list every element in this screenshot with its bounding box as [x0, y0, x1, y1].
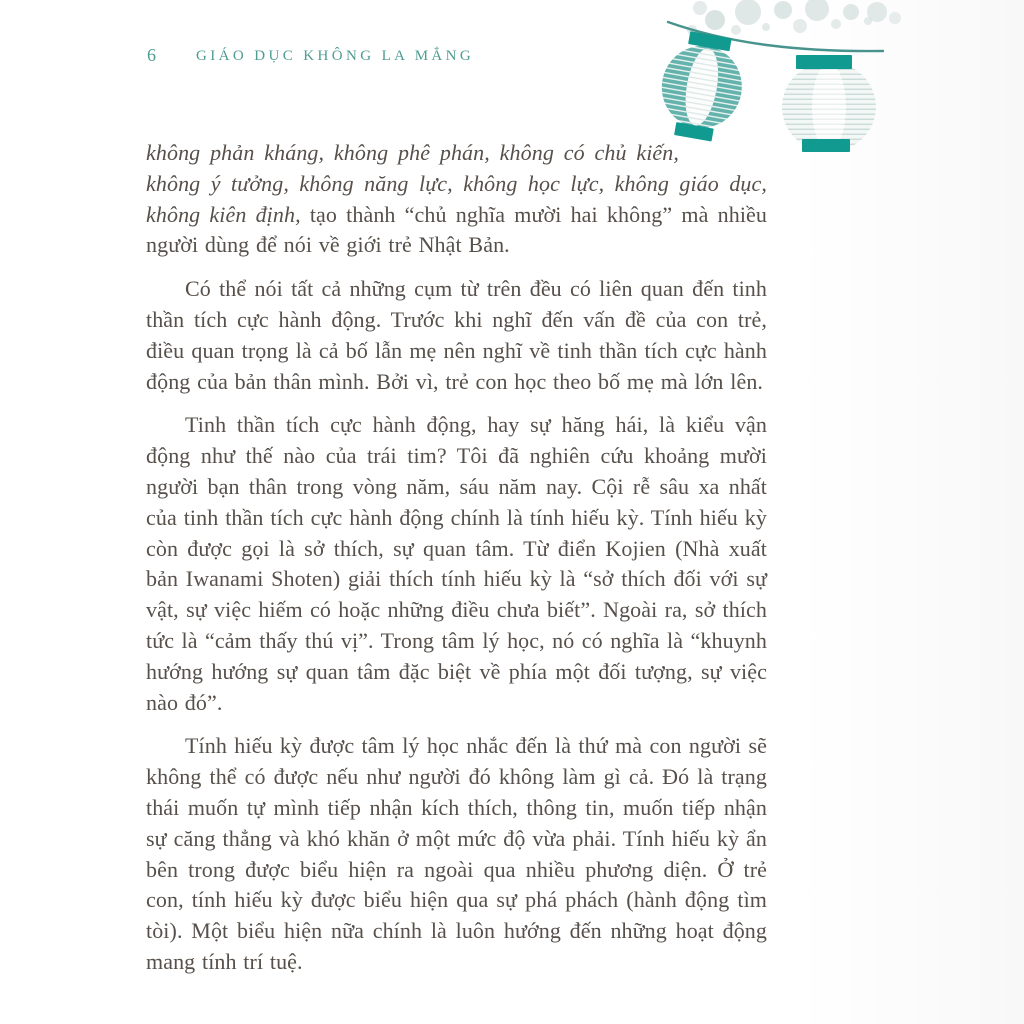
light-lantern-icon [782, 55, 876, 152]
paragraph-3-text: Tinh thần tích cực hành động, hay sự hăng hái, là kiểu vận động như thế nào của trái tim? Tôi đã nghiên cứu khoảng mười người bạn thân trong vòng năm, sáu năm nay. Cội rễ sâu xa nhất của tinh thần tích cực hành động chính là tính hiếu kỳ. Tính hiếu kỳ còn được gọi là sở thích, sự quan tâm. Từ điển Kojien (Nhà xuất bản Iwanami Shoten) giải thích tính hiếu kỳ là “sở thích đối với sự vật, sự việc hiếm có hoặc những điều chưa biết”. Ngoài ra, sở thích tức là “cảm thấy thú vị”. Trong tâm lý học, nó có nghĩa là “khuynh hướng hướng sự quan tâm đặc biệt về phía một đối tượng, sự việc nào đó”. [146, 412, 767, 715]
running-title: GIÁO DỤC KHÔNG LA MẮNG [196, 48, 475, 64]
paragraph-1 [146, 138, 767, 261]
paragraph-4 [146, 731, 767, 977]
paragraph-4-text: Tính hiếu kỳ được tâm lý học nhắc đến là thứ mà con người sẽ không thể có được nếu như người đó không làm gì cả. Đó là trạng thái muốn tự mình tiếp nhận kích thích, thông tin, muốn tiếp nhận sự căng thẳng và khó khăn ở một mức độ vừa phải. Tính hiếu kỳ ẩn bên trong được biểu hiện ra ngoài qua nhiều phương diện. Ở trẻ con, tính hiếu kỳ được biểu hiện qua sự phá phách (hành động tìm tòi). Một biểu hiện nữa chính là luôn hướng đến những hoạt động mang tính trí tuệ. [146, 733, 767, 974]
paragraph-2-text: Có thể nói tất cả những cụm từ trên đều có liên quan đến tinh thần tích cực hành động. Trước khi nghĩ đến vấn đề của con trẻ, điều quan trọng là cả bố lẫn mẹ nên nghĩ về tinh thần tích cực hành động của bản thân mình. Bởi vì, trẻ con học theo bố mẹ mà lớn lên. [146, 276, 767, 394]
body-text [146, 138, 767, 991]
dark-lantern-icon [653, 28, 750, 145]
paragraph-2 [146, 274, 767, 397]
paragraph-1-regular-run: tạo thành “chủ nghĩa mười hai không” mà nhiều người dùng để nói về giới trẻ Nhật Bản. [146, 201, 767, 258]
bokeh-dots-icon [687, 0, 901, 35]
paragraph-1-italic-run: không phản kháng, không phê phán, không có chủ kiến, không ý tưởng, không năng lực, không học lực, không giáo dục, không kiên định, [146, 140, 767, 227]
paragraph-3 [146, 410, 767, 718]
illustration-text-wrap-spacer [679, 138, 767, 164]
page-number: 6 [147, 45, 156, 65]
